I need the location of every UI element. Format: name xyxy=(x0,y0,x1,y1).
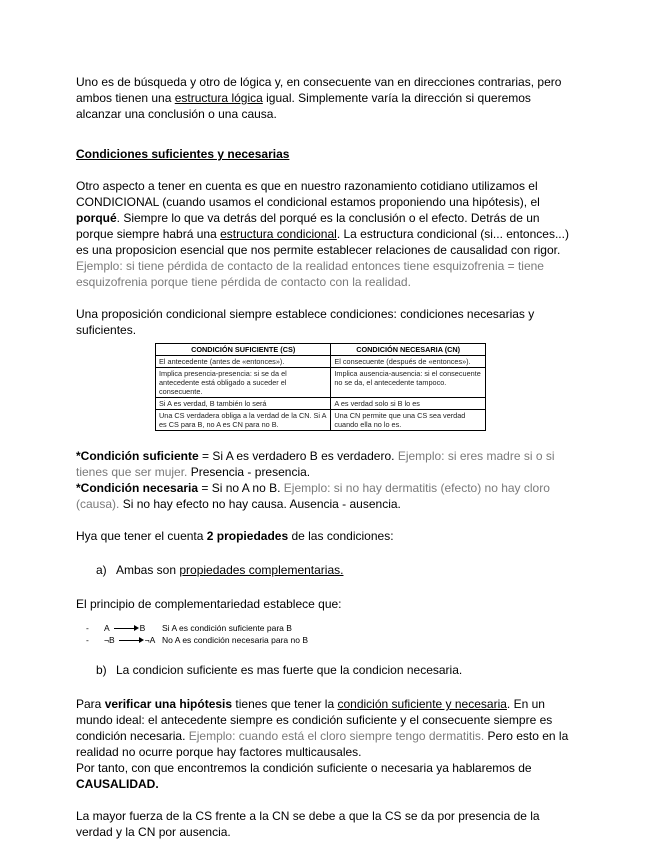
necessary-condition-def xyxy=(76,480,576,512)
sufficient-label: Condición suficiente xyxy=(80,449,199,463)
section-title: Condiciones suficientes y necesarias xyxy=(76,147,290,161)
verify-text-2: tienes que tener la xyxy=(232,697,338,711)
implication-text: No A es condición necesaria para no B xyxy=(162,635,309,645)
properties-count: 2 propiedades xyxy=(206,529,289,543)
necessary-example: Ejemplo: si no hay dermatitis (efecto) no hay cloro (causa). xyxy=(76,481,550,511)
verify-bold-term: verificar una hipótesis xyxy=(104,697,233,711)
conditional-text-1: Otro aspecto a tener en cuenta es que en nuestro razonamiento cotidiano utilizamos el CONDICIONAL (cuando usamos el condicional estamos proponiendo una hipótesis), el xyxy=(76,179,540,209)
causality-paragraph xyxy=(76,760,576,792)
sufficient-condition-def xyxy=(76,448,576,480)
verify-underlined-term: condición suficiente y necesaria xyxy=(337,697,507,711)
conditional-text-2: . Siempre lo que va detrás del porqué es la conclusión o el efecto. Detrás de un porque siempre habrá una xyxy=(76,211,540,241)
implication-right: B xyxy=(139,623,146,633)
sufficient-star: * xyxy=(76,449,81,463)
arrow-right-icon xyxy=(114,628,136,629)
table-cell: Implica ausencia-ausencia: si el consecuente no se da, el antecedente tampoco. xyxy=(331,368,486,398)
implication-right: ¬A xyxy=(144,635,156,645)
necessary-star: * xyxy=(76,481,81,495)
table-row xyxy=(156,398,486,410)
causality-text: Por tanto, con que encontremos la condición suficiente o necesaria ya hablaremos de xyxy=(76,761,532,775)
table-cell: Implica presencia-presencia: si se da el antecedente está obligado a suceder el consecuente. xyxy=(156,368,331,398)
list-marker-b: b) xyxy=(96,663,107,677)
implication xyxy=(104,622,162,634)
list-item xyxy=(86,622,576,634)
conditional-paragraph xyxy=(76,178,576,290)
properties-text: Hya que tener el cuenta xyxy=(76,529,207,543)
conditions-table xyxy=(155,343,486,431)
bullet-dash: - xyxy=(86,635,89,645)
verify-text-3: . En un mundo ideal: el antecedente siempre es condición suficiente y el consecuente siempre es condición necesaria. xyxy=(76,697,553,743)
arrow-right-icon xyxy=(119,640,141,641)
list-item-a xyxy=(76,562,576,578)
table-header-cn: CONDICIÓN NECESARIA (CN) xyxy=(331,344,486,356)
list-a-text: Ambas son xyxy=(116,563,180,577)
complementarity-list xyxy=(76,622,576,646)
table-row xyxy=(156,356,486,368)
sufficient-example: Ejemplo: si eres madre si o si tienes que ser mujer. xyxy=(76,449,555,479)
table-header-row xyxy=(156,344,486,356)
intro-underlined-term: estructura lógica xyxy=(174,91,263,105)
implication xyxy=(104,634,162,646)
necessary-label: Condición necesaria xyxy=(80,481,199,495)
verify-paragraph xyxy=(76,696,576,760)
intro-paragraph xyxy=(76,74,576,122)
verify-text-4: Pero esto en la realidad no ocurre porque hay factores multicausales. xyxy=(76,729,569,759)
table-header-cs: CONDICIÓN SUFICIENTE (CS) xyxy=(156,344,331,356)
porque-term: porqué xyxy=(76,211,117,225)
verify-example: Ejemplo: cuando está el cloro siempre tengo dermatitis. xyxy=(188,729,485,743)
list-marker-a: a) xyxy=(96,563,107,577)
conditions-table-wrapper xyxy=(155,343,486,431)
implication-text: Si A es condición suficiente para B xyxy=(162,623,292,633)
verify-text-1: Para xyxy=(76,697,105,711)
intro-text: Uno es de búsqueda y otro de lógica y, en consecuente van en direcciones contrarias, pero ambos tienen una xyxy=(76,75,562,105)
implication-left: ¬B xyxy=(104,635,115,645)
intro-text-end: igual. Simplemente varía la dirección si queremos alcanzar una conclusión o una causa. xyxy=(76,91,531,121)
estructura-condicional-term: estructura condicional xyxy=(220,227,337,241)
table-cell: El antecedente (antes de «entonces»). xyxy=(156,356,331,368)
sufficient-text-end: Presencia - presencia. xyxy=(187,465,311,479)
properties-paragraph xyxy=(76,528,576,544)
final-paragraph: La mayor fuerza de la CS frente a la CN se debe a que la CS se da por presencia de la verdad y la CN por ausencia. xyxy=(76,809,540,839)
sufficient-text: = Si A es verdadero B es verdadero. xyxy=(198,449,398,463)
properties-text-end: de las condiciones: xyxy=(288,529,394,543)
causality-term: CAUSALIDAD. xyxy=(76,777,159,791)
table-cell: Si A es verdad, B también lo será xyxy=(156,398,331,410)
bullet-dash: - xyxy=(86,623,89,633)
proposition-paragraph: Una proposición condicional siempre establece condiciones: condiciones necesarias y suficientes. xyxy=(76,307,535,337)
table-row xyxy=(156,368,486,398)
table-row xyxy=(156,410,486,431)
list-b-text: La condicion suficiente es mas fuerte que la condicion necesaria. xyxy=(116,663,463,677)
necessary-text: = Si no A no B. xyxy=(198,481,284,495)
list-item-b xyxy=(76,662,576,678)
necessary-text-end: Si no hay efecto no hay causa. Ausencia - ausencia. xyxy=(119,497,401,511)
document-page xyxy=(76,74,576,840)
table-cell: Una CN permite que una CS sea verdad cuando ella no lo es. xyxy=(331,410,486,431)
conditional-example: Ejemplo: si tiene pérdida de contacto de la realidad entonces tiene esquizofrenia = tiene esquizofrenia porque tiene pérdida de contacto con la realidad. xyxy=(76,259,544,289)
table-cell: Una CS verdadera obliga a la verdad de la CN. Si A es CS para B, no A es CN para no B. xyxy=(156,410,331,431)
list-a-underlined: propiedades complementarias. xyxy=(179,563,344,577)
implication-left: A xyxy=(104,623,110,633)
principle-paragraph: El principio de complementariedad establece que: xyxy=(76,597,342,611)
list-item xyxy=(86,634,576,646)
table-cell: A es verdad solo si B lo es xyxy=(331,398,486,410)
table-cell: El consecuente (después de «entonces»). xyxy=(331,356,486,368)
conditional-text-3: . La estructura condicional (si... entonces...) es una proposicion esencial que nos permite establecer relaciones de causalidad con rigor. xyxy=(76,227,569,257)
